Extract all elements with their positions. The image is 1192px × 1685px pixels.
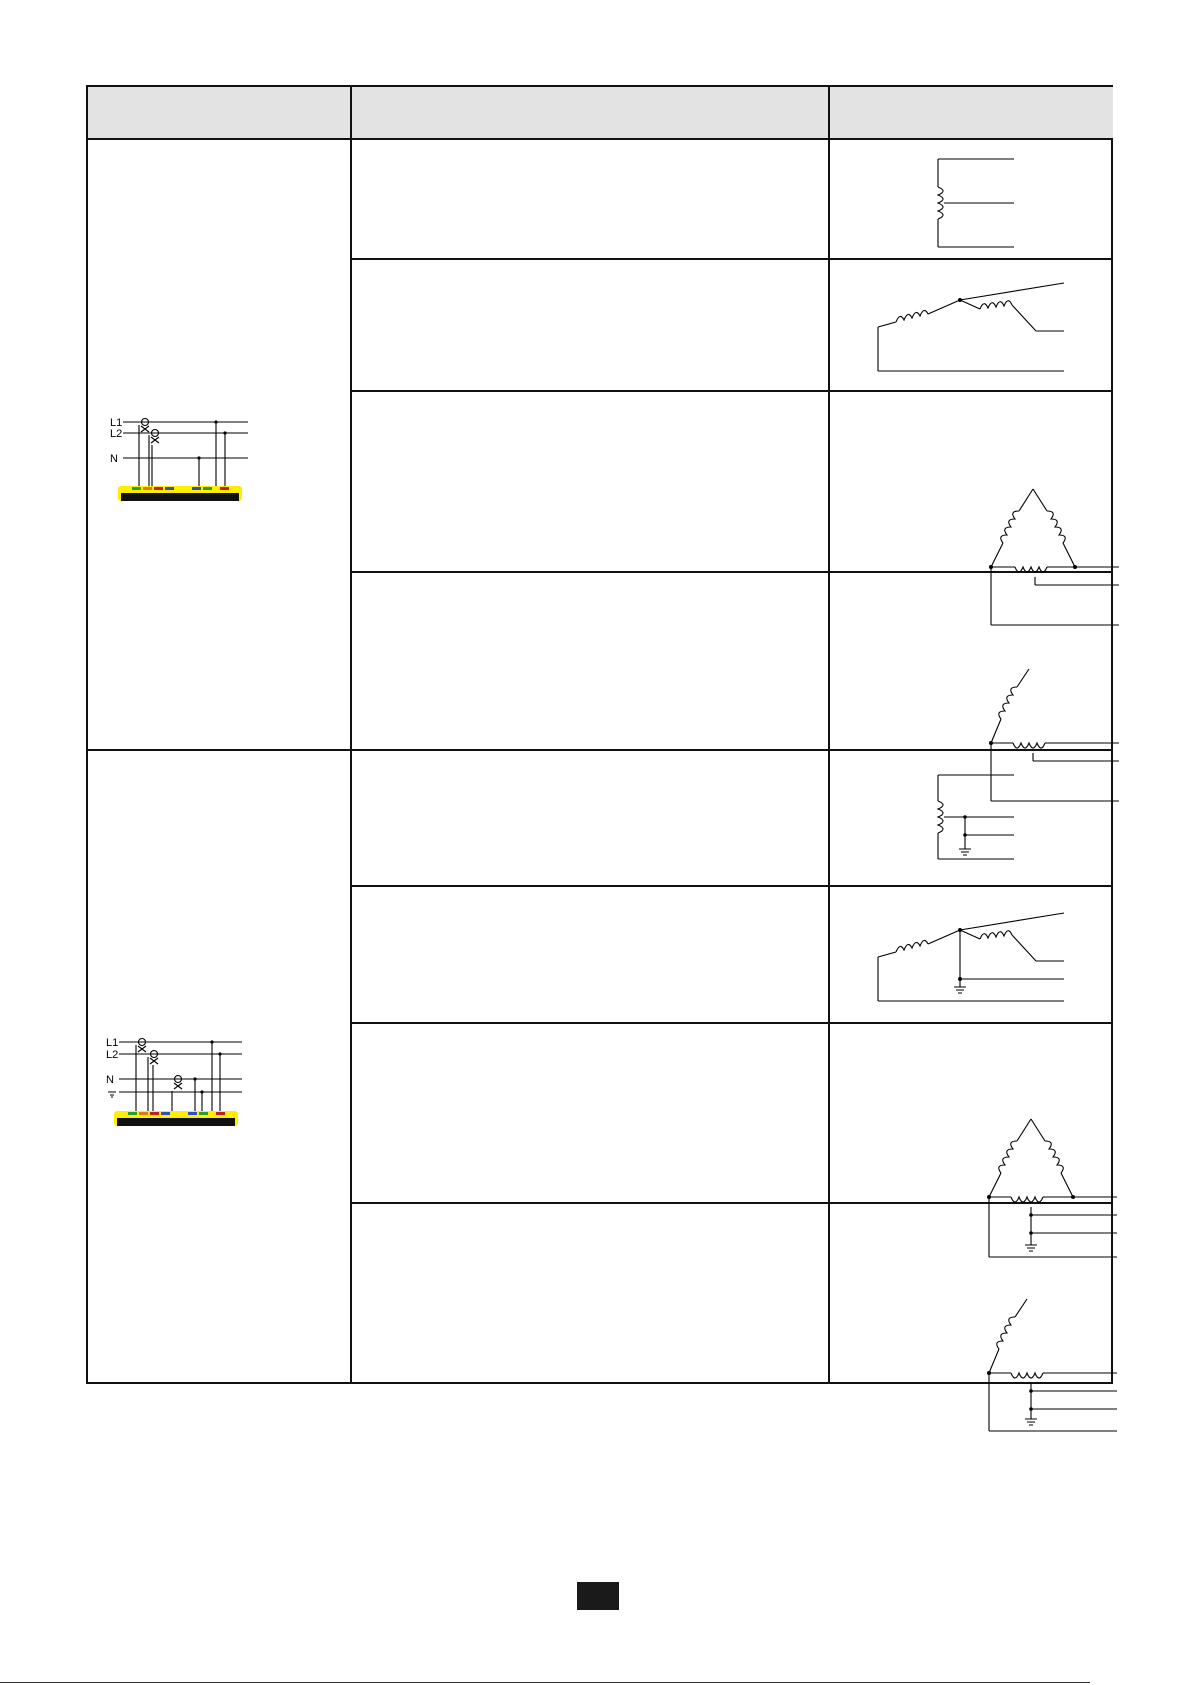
footer-divider	[0, 1682, 1090, 1683]
svg-text:L2: L2	[110, 428, 123, 440]
split-phase-grounded-coil-icon	[928, 773, 1018, 868]
svg-text:L1: L1	[110, 417, 123, 429]
section-divider	[88, 749, 1113, 751]
svg-text:N: N	[110, 453, 118, 465]
delta-coils-icon	[983, 487, 1123, 642]
three-phase-grounded-wiring-icon	[104, 1035, 244, 1130]
header-cell-3	[830, 87, 1113, 138]
split-phase-coil-icon	[928, 157, 1018, 252]
column-divider-1	[350, 87, 352, 1384]
open-delta-grounded-coils-icon	[868, 897, 1068, 1012]
column-divider-2	[828, 87, 830, 1384]
svg-text:L1: L1	[106, 1037, 119, 1049]
row-divider	[352, 1022, 1113, 1024]
open-delta-coils-icon	[868, 271, 1068, 381]
header-divider	[88, 138, 1113, 140]
page-number-box	[577, 1582, 619, 1610]
svg-text:L2: L2	[106, 1049, 119, 1061]
row-divider	[352, 390, 1113, 392]
wiring-table	[86, 85, 1113, 1384]
header-cell-2	[352, 87, 828, 138]
svg-text:N: N	[106, 1074, 114, 1086]
delta-grounded-coils-icon	[981, 1117, 1121, 1277]
header-cell-1	[88, 87, 350, 138]
row-divider	[352, 258, 1113, 260]
open-delta-corner-grounded-coils-icon	[981, 1297, 1121, 1447]
three-phase-wiring-icon	[108, 415, 248, 505]
row-divider	[352, 885, 1113, 887]
